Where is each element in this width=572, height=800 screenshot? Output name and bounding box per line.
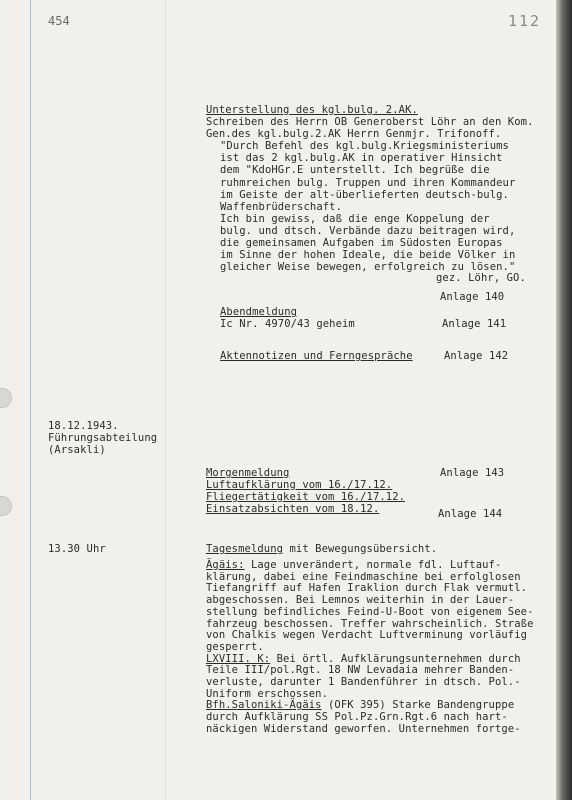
report-line-lead: Ägäis: (206, 559, 245, 571)
report-line-text: von Chalkis wegen Verdacht Luftverminung vorläufig (206, 629, 528, 642)
report-line-text: stellung befindliches Feind-U-Boot von eigenem See- (206, 605, 534, 618)
letter-line: gleicher Weise bewegen, erfolgreich zu lösen." (220, 261, 516, 274)
report-line (206, 664, 514, 676)
annex-141: Anlage 141 (442, 318, 507, 330)
report-line-text: Uniform erschossen. (206, 687, 329, 700)
letter-line: "Durch Befehl des kgl.bulg.Kriegsministeriums (220, 140, 509, 153)
report-line (206, 618, 534, 630)
margin-rule (30, 0, 31, 800)
annex-143: Anlage 143 (440, 467, 505, 479)
tagesmeldung-heading-rest: mit Bewegungsübersicht. (283, 543, 438, 555)
report-line (206, 606, 534, 618)
letter-line: im Geiste der alt-überlieferten deutsch-bulg. (220, 188, 509, 201)
report-line (206, 594, 514, 606)
letter-line: Waffenbrüderschaft. (220, 200, 343, 213)
punch-hole-lower (0, 496, 12, 516)
entry-heading-unterstellung: Unterstellung des kgl.bulg. 2.AK. (206, 104, 418, 116)
report-line-text: durch Aufklärung SS Pol.Pz.Grn.Rgt.6 nach hart- (206, 711, 508, 724)
report-line (206, 723, 521, 735)
letter-line: bulg. und dtsch. Verbände dazu beitragen wird, (220, 224, 516, 237)
letter-line: die gemeinsamen Aufgaben im Südosten Europas (220, 237, 503, 249)
letter-line: Ich bin gewiss, daß die enge Koppelung der (220, 212, 490, 225)
report-line-text: Tiefangriff auf Hafen Iraklion durch Flak vermutl. (206, 582, 528, 595)
letter-line: Schreiben des Herrn OB Generoberst Löhr an den Kom. (206, 116, 534, 128)
letter-line: ist das 2 kgl.bulg.AK in operativer Hinsicht (220, 152, 503, 165)
annex-142: Anlage 142 (444, 350, 509, 362)
report-line-text: klärung, dabei eine Feindmaschine bei erfolglosen (206, 570, 521, 583)
item-morgenmeldung: Morgenmeldung (206, 467, 290, 479)
entry-heading-abendmeldung: Abendmeldung (220, 306, 298, 318)
punch-hole-upper (0, 388, 12, 408)
item-fliegertaetigkeit: Fliegertätigkeit vom 16./17.12. (206, 491, 406, 503)
letter-line: ruhmreichen bulg. Truppen und ihren Kommandeur (220, 176, 516, 189)
report-line-text: Bei örtl. Aufklärungsunternehmen durch (270, 652, 521, 665)
date-label: 18.12.1943. (48, 420, 119, 432)
letter-line: Gen.des kgl.bulg.2.AK Herrn Genmjr. Trifonoff. (206, 128, 502, 141)
report-line (206, 571, 521, 583)
letter-line: dem "KdoHGr.E unterstellt. Ich begrüße die (220, 164, 490, 177)
report-line (206, 559, 501, 571)
annex-144: Anlage 144 (438, 508, 503, 520)
report-line-text: Lage unverändert, normale fdl. Luftauf- (244, 559, 502, 571)
report-line-text: Teile III/pol.Rgt. 18 NW Levadaia mehrer Banden- (206, 664, 515, 677)
entry-heading-aktennotizen: Aktennotizen und Ferngespräche (220, 350, 413, 362)
report-line-text: fahrzeug beschossen. Treffer wahrscheinlich. Straße (206, 617, 534, 630)
report-line (206, 699, 514, 711)
report-line-lead: Bfh.Saloniki-Ägäis (206, 699, 322, 712)
item-luftaufklaerung: Luftaufklärung vom 16./17.12. (206, 479, 393, 491)
abendmeldung-reference: Ic Nr. 4970/43 geheim (220, 318, 355, 330)
report-line (206, 676, 521, 688)
time-label: 13.30 Uhr (48, 543, 106, 555)
report-line (206, 629, 527, 641)
item-einsatzabsichten: Einsatzabsichten vom 18.12. (206, 503, 380, 515)
signature: gez. Löhr, GO. (436, 272, 526, 284)
page-edge-shadow (556, 0, 572, 800)
report-line (206, 653, 521, 665)
page-number-left: 454 (48, 14, 70, 28)
report-line (206, 688, 328, 700)
letter-line: im Sinne der hohen Ideale, die beide Völker in (220, 249, 516, 262)
report-line-text: näckigen Widerstand geworfen. Unternehmen fortge- (206, 722, 521, 735)
page-number-right: 112 (508, 12, 542, 30)
report-line-lead: LXVIII. K: (206, 652, 271, 665)
report-line-text: gesperrt. (206, 640, 264, 653)
report-line (206, 582, 527, 594)
report-line-text: abgeschossen. Bei Lemnos weiterhin in der Lauer- (206, 594, 515, 607)
report-line (206, 641, 264, 653)
tagesmeldung-heading-line (206, 543, 437, 555)
annex-140: Anlage 140 (440, 291, 505, 303)
report-line-text: (OFK 395) Starke Bandengruppe (321, 699, 515, 712)
fold-line (165, 0, 166, 800)
report-line (206, 711, 508, 723)
unit-label: Führungsabteilung (48, 432, 158, 444)
place-label: (Arsakli) (48, 444, 106, 456)
tagesmeldung-heading: Tagesmeldung (206, 543, 284, 555)
report-line-text: verluste, darunter 1 Bandenführer in dtsch. Pol.- (206, 676, 521, 688)
